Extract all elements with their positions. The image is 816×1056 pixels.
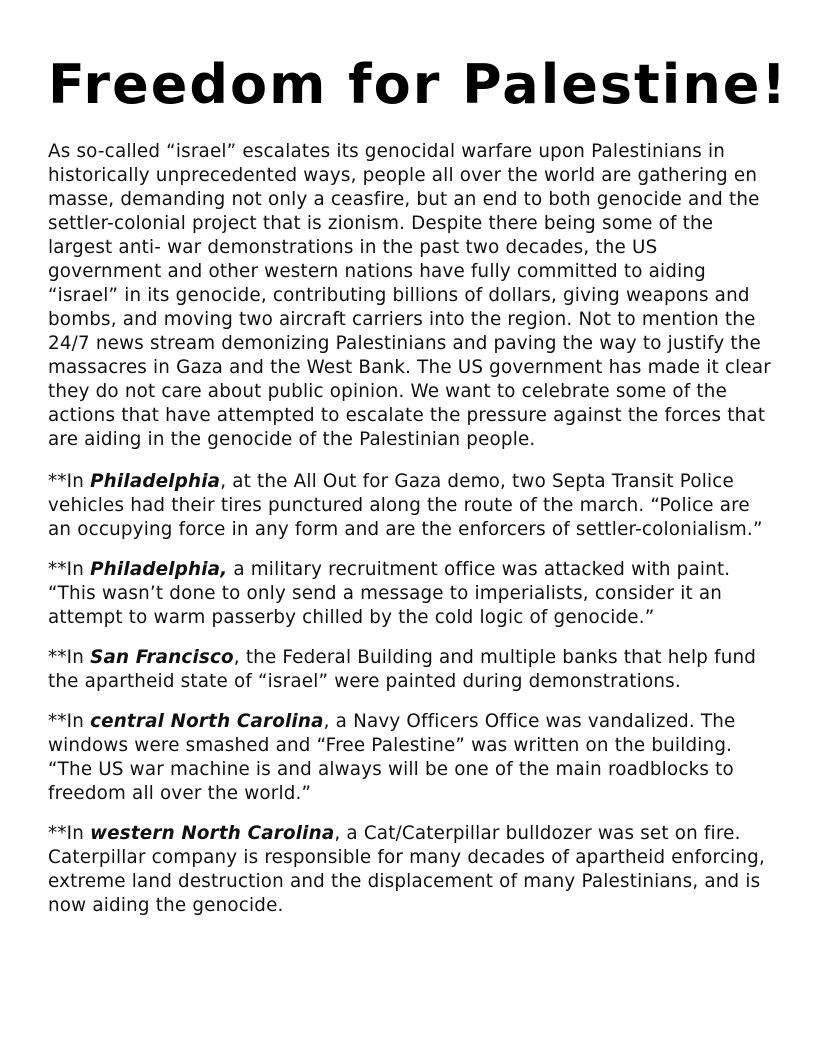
action-entry — [48, 558, 774, 630]
action-entry — [48, 710, 774, 806]
action-entry — [48, 646, 774, 694]
document-page — [48, 50, 789, 934]
entry-text: a military recruitment office was attacked with paint. “This wasn’t done to only send a message to imperialists, consider it an attempt to warm passerby chilled by the cold logic of genocide.” — [48, 559, 731, 628]
page-title: Freedom for Palestine! — [48, 53, 789, 116]
entry-text: , a Cat/Caterpillar bulldozer was set on fire. Caterpillar company is responsible for many decades of apartheid enforcing, extreme land destruction and the displacement of many Palestinians, and is now aiding the genocide. — [48, 823, 765, 916]
action-entry — [48, 470, 774, 542]
entry-prefix: **In — [48, 823, 91, 844]
entry-prefix: **In — [48, 559, 91, 580]
entry-prefix: **In — [48, 647, 91, 668]
entry-location: San Francisco — [90, 647, 234, 668]
entry-prefix: **In — [48, 471, 91, 492]
entry-text: , a Navy Officers Office was vandalized. The windows were smashed and “Free Palestine” was written on the building. “The US war machine is and always will be one of the main roadblocks to freedom all over the world.” — [48, 711, 736, 804]
entry-location: Philadelphia — [90, 471, 221, 492]
entry-text: , at the All Out for Gaza demo, two Septa Transit Police vehicles had their tires punctured along the route of the march. “Police are an occupying force in any form and are the enforcers of settler-colonialism.” — [48, 471, 763, 540]
action-entry — [48, 822, 774, 918]
entry-location: Philadelphia, — [90, 559, 228, 580]
entry-location: western North Carolina — [90, 823, 335, 844]
entry-text: , the Federal Building and multiple banks that help fund the apartheid state of “israel” were painted during demonstrations. — [48, 647, 757, 692]
entry-location: central North Carolina — [90, 711, 324, 732]
intro-paragraph: As so-called “israel” escalates its genocidal warfare upon Palestinians in historically unprecedented ways, people all over the world are gathering en masse, demanding not only a ceasfire, but an end to both genocide and the settler-colonial project that is zionism. Despite there being some of the largest anti- war demonstrations in the past two decades, the US government and other western nations have fully committed to aiding “israel” in its genocide, contributing billions of dollars, giving weapons and bombs, and moving two aircraft carriers into the region. Not to mention the 24/7 news stream demonizing Palestinians and paving the way to justify the massacres in Gaza and the West Bank. The US government has made it clear they do not care about public opinion. We want to celebrate some of the actions that have attempted to escalate the pressure against the forces that are aiding in the genocide of the Palestinian people. — [48, 141, 771, 450]
entry-prefix: **In — [48, 711, 91, 732]
